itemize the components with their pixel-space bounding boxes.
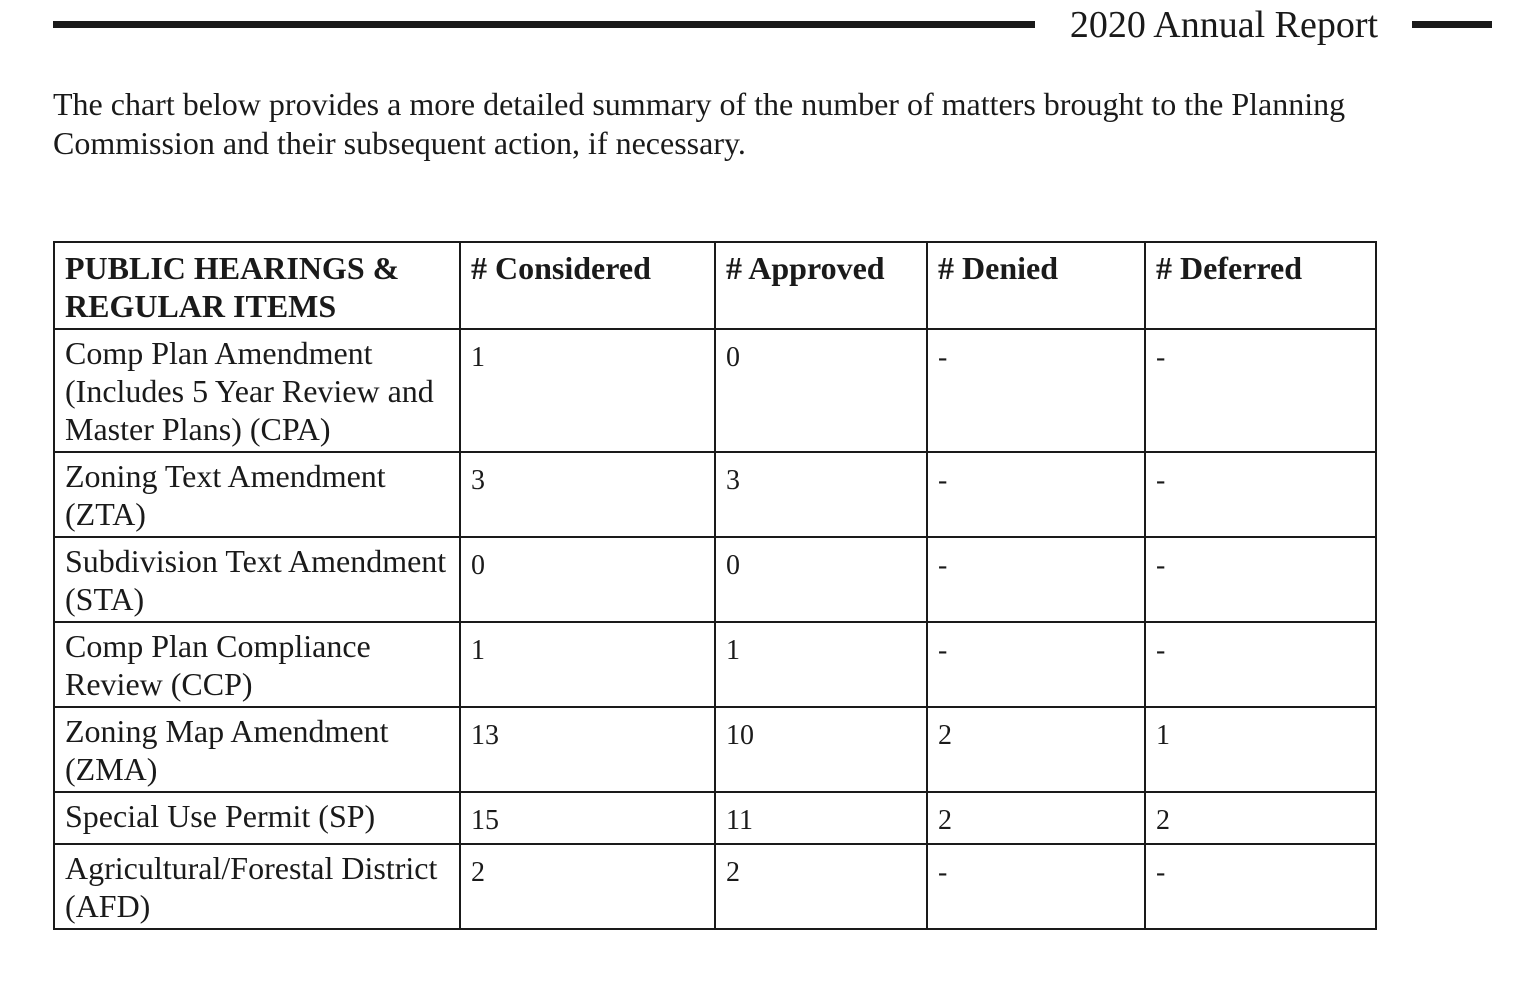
approved-cell: 10 <box>715 707 927 792</box>
table-row <box>54 844 1376 929</box>
denied-cell: - <box>927 329 1145 452</box>
item-name-cell: Subdivision Text Amendment (STA) <box>54 537 460 622</box>
header-rule-right <box>1412 21 1492 28</box>
item-name-cell: Comp Plan Amendment (Includes 5 Year Review and Master Plans) (CPA) <box>54 329 460 452</box>
column-header-deferred: # Deferred <box>1145 242 1376 329</box>
denied-cell: - <box>927 844 1145 929</box>
deferred-cell: - <box>1145 329 1376 452</box>
approved-cell: 11 <box>715 792 927 844</box>
approved-cell: 2 <box>715 844 927 929</box>
considered-cell: 1 <box>460 622 715 707</box>
approved-cell: 0 <box>715 537 927 622</box>
considered-cell: 0 <box>460 537 715 622</box>
table-row <box>54 792 1376 844</box>
approved-cell: 1 <box>715 622 927 707</box>
considered-cell: 15 <box>460 792 715 844</box>
column-header-approved: # Approved <box>715 242 927 329</box>
table-row <box>54 329 1376 452</box>
denied-cell: 2 <box>927 792 1145 844</box>
table-row <box>54 622 1376 707</box>
report-title: 2020 Annual Report <box>1069 4 1379 46</box>
approved-cell: 3 <box>715 452 927 537</box>
denied-cell: - <box>927 452 1145 537</box>
item-name-cell: Special Use Permit (SP) <box>54 792 460 844</box>
deferred-cell: - <box>1145 537 1376 622</box>
column-header-item: PUBLIC HEARINGS & REGULAR ITEMS <box>54 242 460 329</box>
deferred-cell: - <box>1145 452 1376 537</box>
denied-cell: - <box>927 537 1145 622</box>
table-row <box>54 707 1376 792</box>
considered-cell: 3 <box>460 452 715 537</box>
item-name-cell: Comp Plan Compliance Review (CCP) <box>54 622 460 707</box>
column-header-denied: # Denied <box>927 242 1145 329</box>
deferred-cell: 2 <box>1145 792 1376 844</box>
intro-paragraph: The chart below provides a more detailed summary of the number of matters brought to the Planning Commission and their subsequent action, if necessary. <box>53 86 1346 161</box>
considered-cell: 2 <box>460 844 715 929</box>
approved-cell: 0 <box>715 329 927 452</box>
considered-cell: 1 <box>460 329 715 452</box>
denied-cell: 2 <box>927 707 1145 792</box>
item-name-cell: Zoning Map Amendment (ZMA) <box>54 707 460 792</box>
item-name-cell: Agricultural/Forestal District (AFD) <box>54 844 460 929</box>
deferred-cell: - <box>1145 844 1376 929</box>
deferred-cell: - <box>1145 622 1376 707</box>
column-header-considered: # Considered <box>460 242 715 329</box>
denied-cell: - <box>927 622 1145 707</box>
table-row <box>54 452 1376 537</box>
deferred-cell: 1 <box>1145 707 1376 792</box>
header-rule-left <box>53 21 1035 28</box>
item-name-cell: Zoning Text Amendment (ZTA) <box>54 452 460 537</box>
table-row <box>54 537 1376 622</box>
considered-cell: 13 <box>460 707 715 792</box>
table-header-row <box>54 242 1376 329</box>
planning-commission-summary-table <box>53 241 1377 930</box>
